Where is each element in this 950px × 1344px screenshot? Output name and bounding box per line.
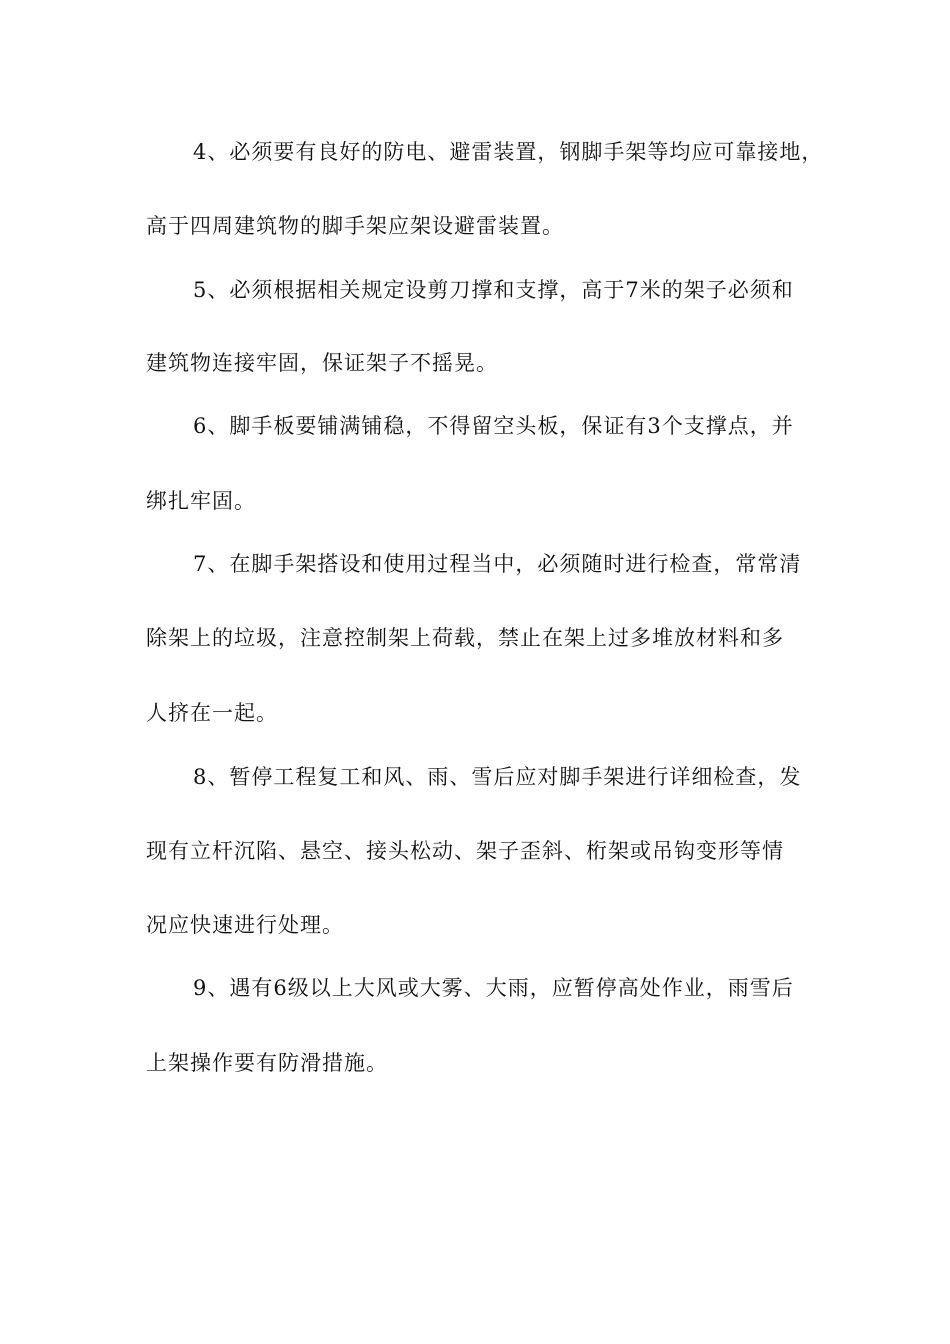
text-line-item8-c: 况应快速进行处理。 (146, 913, 344, 937)
text-line-item8-a: 8、暂停工程复工和风、雨、雪后应对脚手架进行详细检查，发 (193, 765, 802, 789)
text-line-item4-a: 4、必须要有良好的防电、避雷装置，钢脚手架等均应可靠接地， (193, 140, 824, 164)
text-line-item7-c: 人挤在一起。 (146, 701, 278, 725)
text-line-item7-b: 除架上的垃圾，注意控制架上荷载，禁止在架上过多堆放材料和多 (146, 626, 784, 650)
text-line-item6-b: 绑扎牢固。 (146, 489, 256, 513)
text-line-item9-b: 上架操作要有防滑措施。 (146, 1051, 388, 1075)
text-line-item5-a: 5、必须根据相关规定设剪刀撑和支撑，高于7米的架子必须和 (193, 278, 794, 302)
text-line-item6-a: 6、脚手板要铺满铺稳，不得留空头板，保证有3个支撑点，并 (193, 414, 794, 438)
text-line-item8-b: 现有立杆沉陷、悬空、接头松动、架子歪斜、桁架或吊钩变形等情 (146, 839, 784, 863)
text-line-item4-b: 高于四周建筑物的脚手架应架设避雷装置。 (146, 214, 564, 238)
text-line-item5-b: 建筑物连接牢固，保证架子不摇晃。 (146, 351, 498, 375)
text-line-item7-a: 7、在脚手架搭设和使用过程当中，必须随时进行检查，常常清 (193, 552, 802, 576)
text-line-item9-a: 9、遇有6级以上大风或大雾、大雨，应暂停高处作业，雨雪后 (193, 976, 794, 1000)
